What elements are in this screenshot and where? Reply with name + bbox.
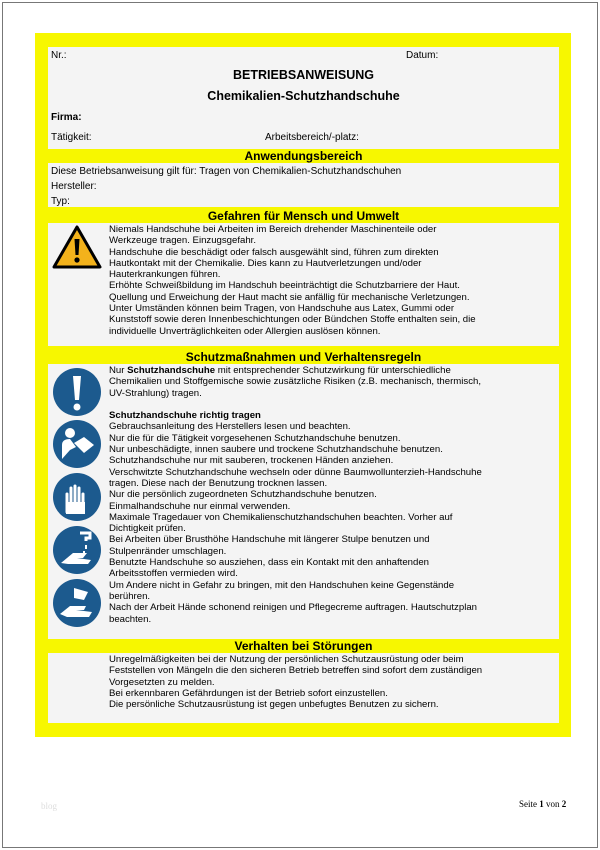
schutz-rule-line: Maximale Tragedauer von Chemikalienschutzhandschuhen beachten. Vorher auf [109,511,453,523]
gefahren-line: Handschuhe die beschädigt oder falsch ausgewählt sind, führen zum direkten [109,246,439,258]
schutz-rule-line: Bei Arbeiten über Brusthöhe Handschuhe mit längerer Stulpe benutzen und [109,534,430,546]
page-number [519,799,566,809]
schutz-rule-line: Verschwitzte Schutzhandschuhe wechseln oder dünne Baumwollunterzieh-Handschuhe [109,466,482,478]
datum-label: Datum: [406,50,439,61]
gefahren-line: Niemals Handschuhe bei Arbeiten im Bereich drehender Maschinenteile oder [109,224,437,235]
schutz-rule-line: Nur die für die Tätigkeit vorgesehenen Schutzhandschuhe benutzen. [109,432,401,444]
page-current: 1 [539,799,544,809]
schutz-rule-line: Gebrauchsanleitung des Herstellers lesen und beachten. [109,421,351,433]
intro-prefix: Nur [109,365,128,376]
general-mandatory-icon [52,367,102,417]
schutz-rule-line: Nach der Arbeit Hände schonend reinigen und Pflegecreme auftragen. Hautschutzplan [109,602,477,614]
gefahren-line: Erhöhte Schweißbildung im Handschuh beeinträchtigt die Schutzbarriere der Haut. [109,280,460,292]
schutz-rule-line: Nur die persönlich zugeordneten Schutzhandschuhe benutzen. [109,489,377,501]
schutz-rule-line: Einmalhandschuhe nur einmal verwenden. [109,500,291,512]
warning-triangle-icon [52,225,102,269]
stoerungen-line: Die persönliche Schutzausrüstung ist gegen unbefugtes Benutzen zu sichern. [109,699,439,711]
stoerungen-panel [48,653,559,723]
schutz-subheading: Schutzhandschuhe richtig tragen [109,410,261,422]
schutz-rule-line: Nur unbeschädigte, innen saubere und trockene Schutzhandschuhe benutzen. [109,444,443,456]
schutz-intro [109,365,482,376]
page-total: 2 [561,799,567,809]
schutz-rule-line: Um Andere nicht in Gefahr zu bringen, mit den Handschuhen keine Gegenstände [109,579,455,591]
taetigkeit-label: Tätigkeit: [51,132,92,143]
gefahren-line: Quellung und Erweichung der Haut macht sie anfällig für mechanische Verletzungen. [109,291,470,303]
gefahren-line: Kunststoff sowie deren Innenbeschichtungen oder Bündchen Stoffe enthalten sein, die [109,314,476,326]
schutz-panel [48,364,559,639]
page-prefix: Seite [519,799,540,809]
gefahren-line: Hautkontakt mit der Chemikalie. Dies kann zu Hautverletzungen und/oder [109,257,422,269]
document-page [2,2,598,848]
stoerungen-line: Feststellen von Mängeln die den sicheren Betrieb betreffen sind sofort dem zuständigen [109,665,483,677]
page-mid: von [543,799,562,809]
anwendung-heading: Anwendungsbereich [244,149,363,163]
watermark: blog [41,801,58,811]
schutz-rule-line: berühren. [109,590,151,602]
schutz-rule-line: Arbeitsstoffen vermieden wird. [109,568,238,580]
gefahren-line: Unter Umständen können beim Tragen, von Handschuhe aus Latex, Gummi oder [109,303,455,315]
stoerungen-line: Bei erkennbaren Gefährdungen ist der Betrieb sofort einzustellen. [109,687,388,699]
intro-rest: mit entsprechender Schutzwirkung für unterschiedliche [215,365,451,376]
typ-label: Typ: [51,196,70,207]
schutz-heading: Schutzmaßnahmen und Verhaltensregeln [185,350,422,364]
gefahren-line: Werkzeuge tragen. Einzugsgefahr. [109,235,257,247]
gefahren-line: individuelle Unverträglichkeiten oder Allergien auslösen können. [109,325,381,337]
wear-gloves-icon [52,472,102,522]
schutz-rule-line: Schutzhandschuhe nur mit sauberen, trockenen Händen anziehen. [109,455,394,467]
gefahren-panel [48,223,559,346]
arbeitsbereich-label: Arbeitsbereich/-platz: [265,132,359,143]
intro-bold: Schutzhandschuhe [127,365,216,376]
header-panel [48,47,559,149]
schutz-rule-line: tragen. Diese nach der Benutzung trocknen lassen. [109,477,328,489]
schutz-rule-line: beachten. [109,613,152,625]
gefahren-heading: Gefahren für Mensch und Umwelt [207,209,400,223]
hand-cream-icon [52,578,102,628]
document-subtitle: Chemikalien-Schutzhandschuhe [207,89,400,103]
wash-hands-icon [52,525,102,575]
stoerungen-line: Unregelmäßigkeiten bei der Nutzung der persönlichen Schutzausrüstung oder beim [109,654,464,665]
schutz-rule-line: Stulpenränder umschlagen. [109,545,227,557]
nr-label: Nr.: [51,50,67,61]
document-title: BETRIEBSANWEISUNG [233,68,374,82]
stoerungen-line: Vorgesetzten zu melden. [109,676,215,688]
anwendung-panel [48,163,559,207]
schutz-line: Chemikalien und Stoffgemische sowie zusätzliche Risiken (z.B. mechanisch, thermisch, [109,376,482,388]
firma-label: Firma: [51,112,82,123]
schutz-line: UV-Strahlung) tragen. [109,387,202,399]
stoerungen-heading: Verhalten bei Störungen [234,639,373,653]
schutz-rule-line: Dichtigkeit prüfen. [109,523,186,535]
anwendung-line: Diese Betriebsanweisung gilt für: Tragen von Chemikalien-Schutzhandschuhen [51,166,402,177]
read-manual-icon [52,419,102,469]
schutz-rule-line: Benutzte Handschuhe so ausziehen, dass ein Kontakt mit den anhaftenden [109,557,430,569]
hersteller-label: Hersteller: [51,181,97,192]
gefahren-line: Hauterkrankungen führen. [109,269,221,281]
